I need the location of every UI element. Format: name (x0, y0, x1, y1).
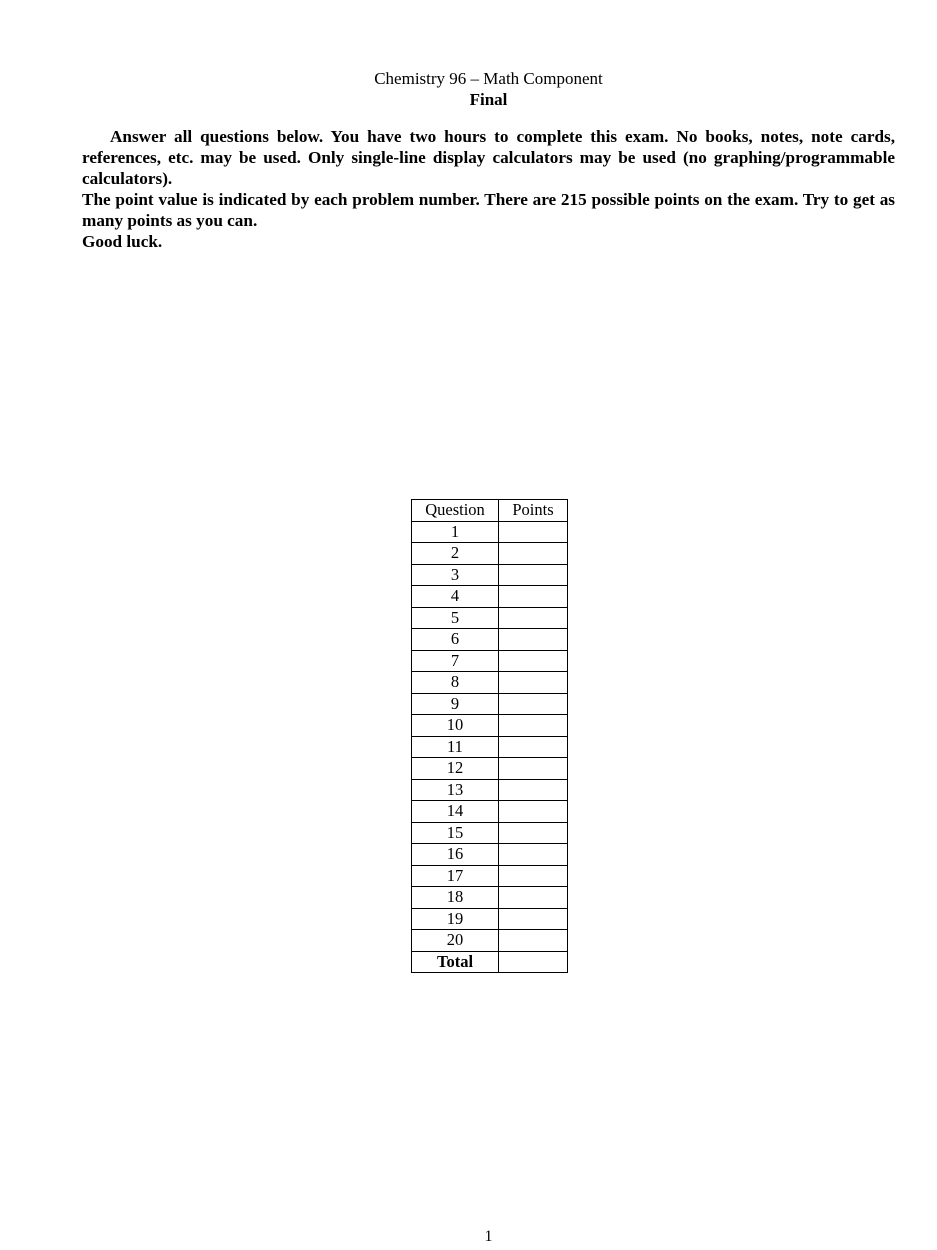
question-number-cell: 4 (412, 586, 499, 608)
points-cell[interactable] (499, 586, 568, 608)
points-cell[interactable] (499, 844, 568, 866)
instructions-paragraph-3: Good luck. (82, 232, 163, 251)
table-row (412, 844, 568, 866)
points-cell[interactable] (499, 887, 568, 909)
table-row (412, 822, 568, 844)
question-number-cell: 2 (412, 543, 499, 565)
table-row (412, 736, 568, 758)
points-cell[interactable] (499, 521, 568, 543)
points-cell[interactable] (499, 736, 568, 758)
question-number-cell: 10 (412, 715, 499, 737)
instructions (82, 126, 895, 252)
question-number-cell: 11 (412, 736, 499, 758)
points-cell[interactable] (499, 693, 568, 715)
question-number-cell: 14 (412, 801, 499, 823)
points-cell[interactable] (499, 865, 568, 887)
question-number-cell: 15 (412, 822, 499, 844)
question-number-cell: 16 (412, 844, 499, 866)
page-title: Chemistry 96 – Math Component (374, 69, 603, 88)
table-row (412, 715, 568, 737)
column-header-points: Points (499, 500, 568, 522)
table-row (412, 564, 568, 586)
table-row (412, 908, 568, 930)
question-number-cell: 8 (412, 672, 499, 694)
question-number-cell: 9 (412, 693, 499, 715)
table-row (412, 887, 568, 909)
table-row (412, 865, 568, 887)
table-row (412, 930, 568, 952)
points-cell[interactable] (499, 564, 568, 586)
table-row (412, 521, 568, 543)
total-label: Total (412, 951, 499, 973)
question-number-cell: 20 (412, 930, 499, 952)
page-number: 1 (484, 1228, 493, 1245)
points-cell[interactable] (499, 822, 568, 844)
points-cell[interactable] (499, 779, 568, 801)
page-subtitle: Final (469, 90, 508, 109)
table-row (412, 586, 568, 608)
question-number-cell: 18 (412, 887, 499, 909)
points-cell[interactable] (499, 607, 568, 629)
question-number-cell: 19 (412, 908, 499, 930)
points-cell[interactable] (499, 758, 568, 780)
points-cell[interactable] (499, 650, 568, 672)
instructions-paragraph-2: The point value is indicated by each problem number. There are 215 possible points on the exam. Try to get as many points as you can. (82, 190, 895, 230)
table-row (412, 650, 568, 672)
table-row (412, 779, 568, 801)
table-row (412, 607, 568, 629)
instructions-paragraph-1: Answer all questions below. You have two hours to complete this exam. No books, notes, note cards, references, etc. may be used. Only single-line display calculators may be used (no graphing/programmable calculators). (82, 127, 895, 188)
points-cell[interactable] (499, 672, 568, 694)
points-cell[interactable] (499, 543, 568, 565)
question-number-cell: 5 (412, 607, 499, 629)
score-table-header-row (412, 500, 568, 522)
question-number-cell: 17 (412, 865, 499, 887)
question-number-cell: 6 (412, 629, 499, 651)
table-row (412, 693, 568, 715)
points-cell[interactable] (499, 930, 568, 952)
header (0, 68, 937, 110)
question-number-cell: 7 (412, 650, 499, 672)
points-cell[interactable] (499, 715, 568, 737)
table-row (412, 629, 568, 651)
table-row (412, 543, 568, 565)
score-table-body (412, 521, 568, 951)
table-row (412, 672, 568, 694)
question-number-cell: 12 (412, 758, 499, 780)
points-cell[interactable] (499, 801, 568, 823)
table-row (412, 758, 568, 780)
score-table-total-row (412, 951, 568, 973)
question-number-cell: 1 (412, 521, 499, 543)
column-header-question: Question (412, 500, 499, 522)
total-points-cell[interactable] (499, 951, 568, 973)
question-number-cell: 13 (412, 779, 499, 801)
question-number-cell: 3 (412, 564, 499, 586)
score-table (411, 499, 568, 973)
points-cell[interactable] (499, 908, 568, 930)
points-cell[interactable] (499, 629, 568, 651)
table-row (412, 801, 568, 823)
